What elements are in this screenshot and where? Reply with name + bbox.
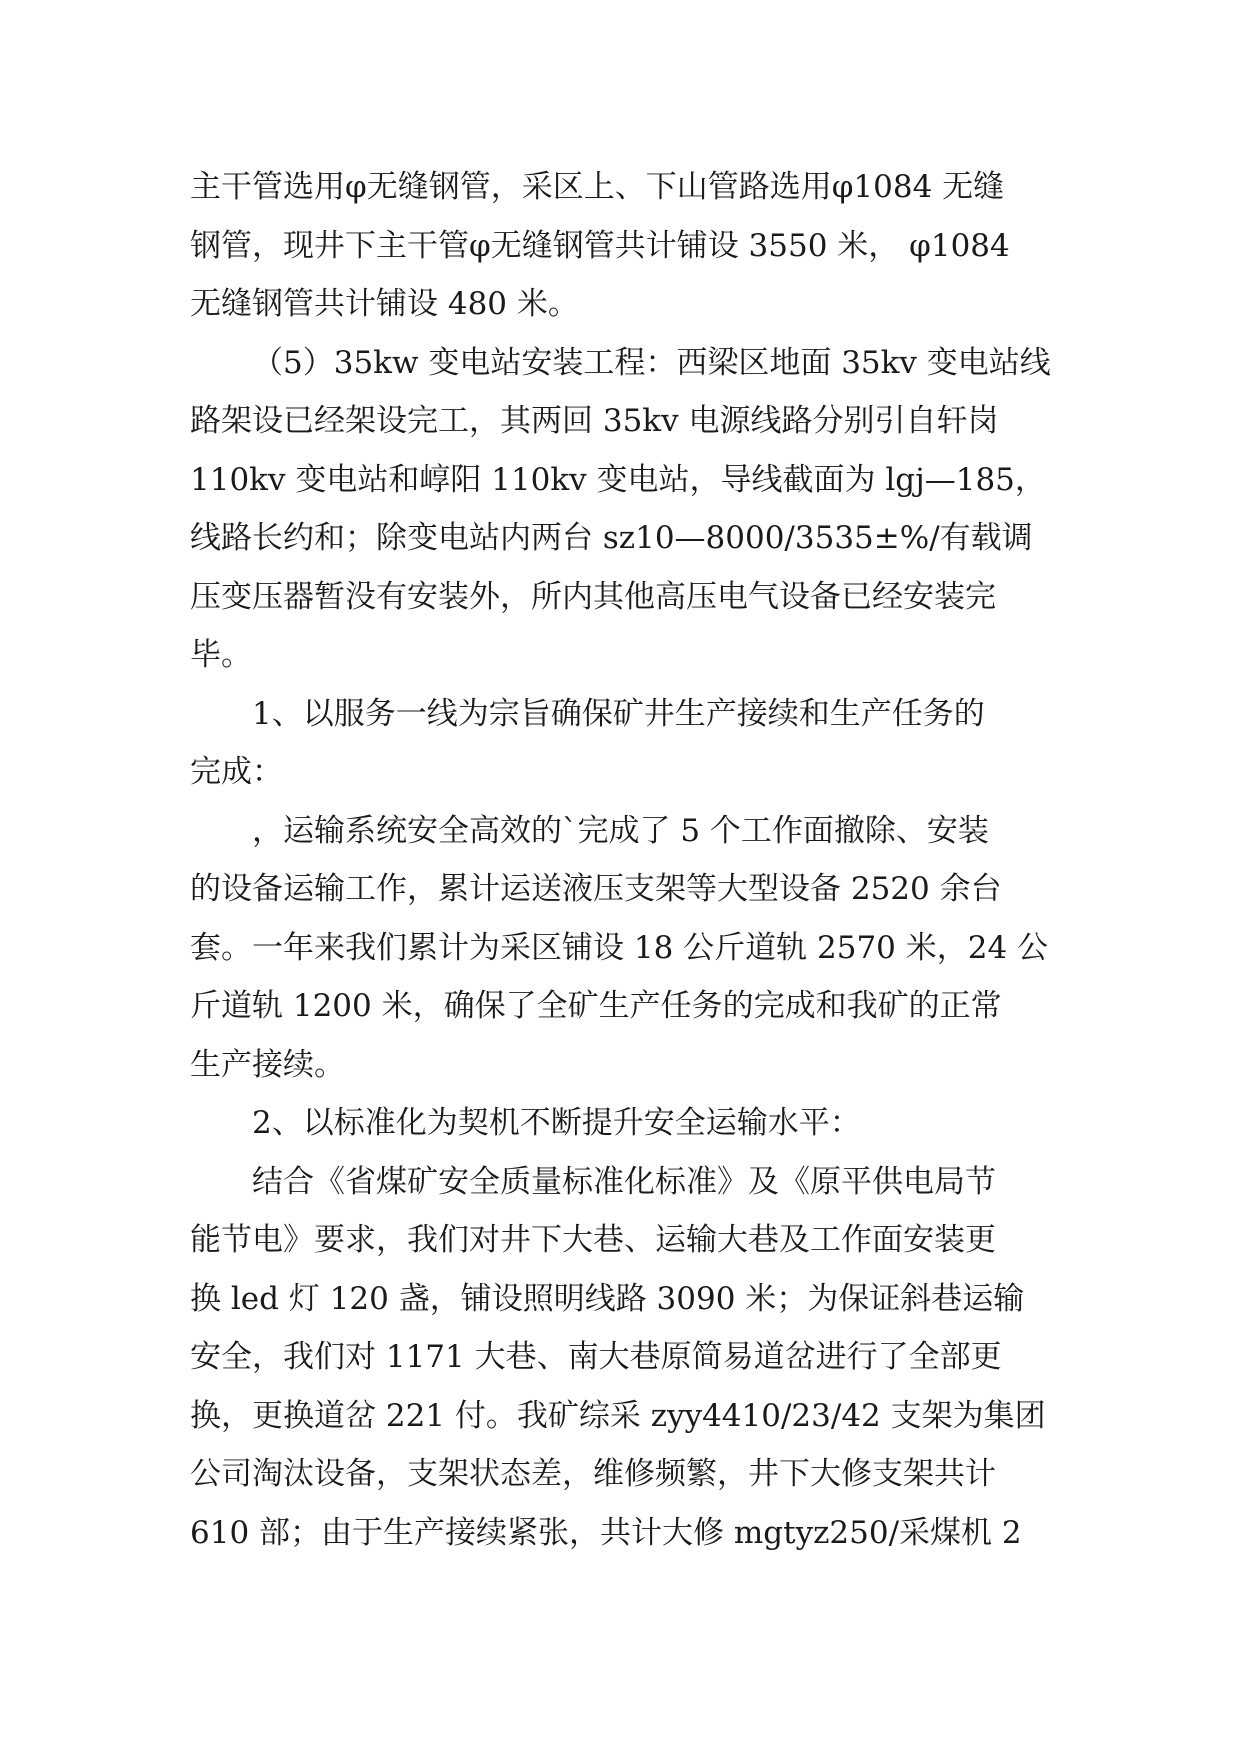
text-line: 完成：	[190, 754, 283, 790]
text-line: 2、以标准化为契机不断提升安全运输水平：	[252, 1105, 861, 1141]
text-line: 安全，我们对 1171 大巷、南大巷原简易道岔进行了全部更	[190, 1339, 1002, 1375]
text-line: 换，更换道岔 221 付。我矿综采 zyy4410/23/42 支架为集团	[190, 1397, 1046, 1434]
text-line: 钢管，现井下主干管φ无缝钢管共计铺设 3550 米， φ1084	[190, 227, 1010, 264]
text-line: 主干管选用φ无缝钢管，采区上、下山管路选用φ1084 无缝	[190, 169, 1005, 205]
text-line: 610 部；由于生产接续紧张，共计大修 mgtyz250/采煤机 2	[190, 1514, 1022, 1551]
text-line: 结合《省煤矿安全质量标准化标准》及《原平供电局节	[252, 1163, 996, 1200]
text-line: 无缝钢管共计铺设 480 米。	[190, 286, 579, 322]
text-line: 公司淘汰设备，支架状态差，维修频繁，井下大修支架共计	[190, 1456, 996, 1492]
text-line: 毕。	[190, 637, 252, 673]
text-line: 换 led 灯 120 盏，铺设照明线路 3090 米；为保证斜巷运输	[190, 1280, 1025, 1317]
document-body	[190, 158, 1070, 1562]
text-line: 能节电》要求，我们对井下大巷、运输大巷及工作面安装更	[190, 1222, 996, 1258]
text-line: （5）35kw 变电站安装工程：西梁区地面 35kv 变电站线	[252, 344, 1051, 381]
text-line: 路架设已经架设完工，其两回 35kv 电源线路分别引自轩岗	[190, 403, 999, 439]
text-line: ，运输系统安全高效的`完成了 5 个工作面撤除、安装	[252, 812, 989, 849]
text-line: 的设备运输工作，累计运送液压支架等大型设备 2520 余台	[190, 871, 1002, 907]
text-line: 压变压器暂没有安装外，所内其他高压电气设备已经安装完	[190, 578, 996, 615]
text-line: 110kv 变电站和崞阳 110kv 变电站，导线截面为 lgj—185，	[190, 461, 1046, 498]
text-line: 套。一年来我们累计为采区铺设 18 公斤道轨 2570 米，24 公	[190, 929, 1049, 966]
text-line: 生产接续。	[190, 1046, 345, 1083]
text-line: 斤道轨 1200 米，确保了全矿生产任务的完成和我矿的正常	[190, 988, 1002, 1024]
text-line: 1、以服务一线为宗旨确保矿井生产接续和生产任务的	[252, 695, 985, 732]
text-line: 线路长约和；除变电站内两台 sz10—8000/3535±%/有载调	[190, 520, 1033, 556]
